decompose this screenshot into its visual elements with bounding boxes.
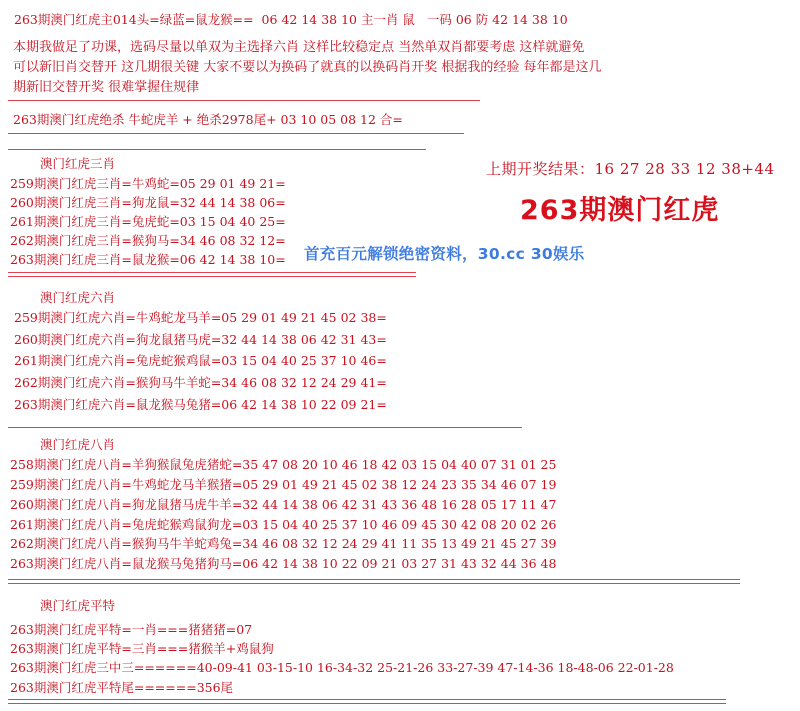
list-item: 263期澳门红虎平特=一肖===猪猪猪=07 [10,622,253,637]
divider [8,133,464,134]
divider [8,427,522,428]
list-item: 258期澳门红虎八肖=羊狗猴鼠兔虎猪蛇=35 47 08 20 10 46 18 42 03 15 04 40 07 31 01 25 [10,457,557,472]
divider [8,100,480,101]
divider [8,149,426,150]
intro-line-1: 本期我做足了功课，选码尽量以单双为主选择六肖 这样比较稳定点 当然单双肖都要考虑 这样就避免 [13,40,585,55]
list-item: 263期澳门红虎三中三======40-09-41 03-15-10 16-34-32 25-21-26 33-27-39 47-14-36 18-48-06 22-01-28 [10,660,674,675]
list-item: 261期澳门红虎三肖=兔虎蛇=03 15 04 40 25= [10,214,286,229]
section-title-eight: 澳门红虎八肖 [40,437,116,452]
top-summary-line: 263期澳门红虎主014头=绿蓝=鼠龙猴== 06 42 14 38 10 主一肖 鼠 一码 06 防 42 14 38 10 [14,12,568,27]
list-item: 259期澳门红虎八肖=牛鸡蛇龙马羊猴猪=05 29 01 49 21 45 02 38 12 24 23 35 34 46 07 19 [10,477,557,492]
list-item: 260期澳门红虎六肖=狗龙鼠猪马虎=32 44 14 38 06 42 31 43= [14,332,387,347]
intro-line-3: 期新旧交替开奖 很难掌握住规律 [13,80,200,95]
list-item: 261期澳门红虎八肖=兔虎蛇猴鸡鼠狗龙=03 15 04 40 25 37 10 46 09 45 30 42 08 20 02 26 [10,517,557,532]
divider [8,699,726,704]
section-title-ping: 澳门红虎平特 [40,598,116,613]
list-item: 259期澳门红虎六肖=牛鸡蛇龙马羊=05 29 01 49 21 45 02 38= [14,310,387,325]
last-result: 上期开奖结果：16 27 28 33 12 38+44 [486,160,775,178]
list-item: 259期澳门红虎三肖=牛鸡蛇=05 29 01 49 21= [10,176,286,191]
list-item: 260期澳门红虎三肖=狗龙鼠=32 44 14 38 06= [10,195,286,210]
divider [8,579,740,584]
list-item: 263期澳门红虎六肖=鼠龙猴马兔猪=06 42 14 38 10 22 09 21= [14,397,387,412]
promo-banner: 首充百元解锁绝密资料，30.cc 30娱乐 [304,245,585,263]
list-item: 263期澳门红虎平特尾======356尾 [10,680,234,695]
section-title-three: 澳门红虎三肖 [40,156,116,171]
list-item: 262期澳门红虎八肖=猴狗马牛羊蛇鸡兔=34 46 08 32 12 24 29 41 11 35 13 49 21 45 27 39 [10,536,557,551]
list-item: 263期澳门红虎八肖=鼠龙猴马兔猪狗马=06 42 14 38 10 22 09 21 03 27 31 43 32 44 36 48 [10,556,557,571]
headline: 263期澳门红虎 [520,195,720,226]
list-item: 261期澳门红虎六肖=兔虎蛇猴鸡鼠=03 15 04 40 25 37 10 46= [14,353,387,368]
list-item: 263期澳门红虎三肖=鼠龙猴=06 42 14 38 10= [10,252,286,267]
list-item: 262期澳门红虎六肖=猴狗马牛羊蛇=34 46 08 32 12 24 29 41= [14,375,387,390]
section-title-six: 澳门红虎六肖 [40,290,116,305]
list-item: 263期澳门红虎平特=三肖===猪猴羊+鸡鼠狗 [10,641,274,656]
intro-line-2: 可以新旧肖交替开 这几期很关键 大家不要以为换码了就真的以换码肖开奖 根据我的经验 每年都是这几 [13,60,602,75]
divider [8,272,416,277]
list-item: 262期澳门红虎三肖=猴狗马=34 46 08 32 12= [10,233,286,248]
list-item: 260期澳门红虎八肖=狗龙鼠猪马虎牛羊=32 44 14 38 06 42 31 43 36 48 16 28 05 17 11 47 [10,497,557,512]
kill-line: 263期澳门红虎绝杀 牛蛇虎羊 + 绝杀2978尾+ 03 10 05 08 12 合= [13,112,403,127]
